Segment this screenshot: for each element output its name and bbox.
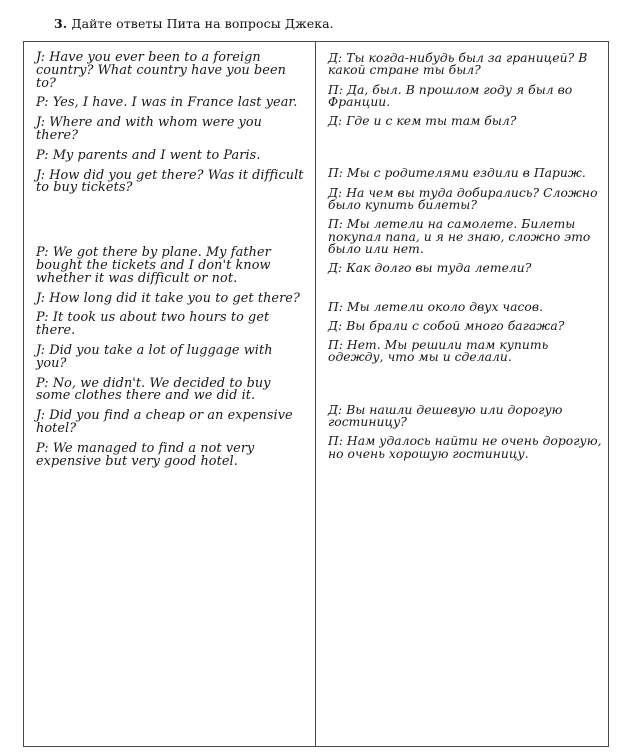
dialog-line: J: Where and with whom were you there? bbox=[36, 115, 267, 143]
dialog-line: Д: Вы брали с собой много багажа? bbox=[328, 318, 565, 333]
dialog-line: P: My parents and I went to Paris. bbox=[36, 147, 261, 163]
dialog-line: П: Мы летели около двух часов. bbox=[328, 299, 544, 314]
dialog-line: J: Did you take a lot of luggage with you? bbox=[36, 342, 277, 371]
dialog-line: Д: На чем вы туда добирались? Сложно было купить билеты? bbox=[328, 185, 602, 213]
dialog-line: P: It took us about two hours to get there. bbox=[36, 310, 274, 339]
dialog-line: P: Yes, I have. I was in France last year. bbox=[36, 95, 298, 111]
dialog-line: Д: Ты когда-нибудь был за границей? В какой стране ты был? bbox=[328, 51, 592, 78]
dialog-line: Д: Как долго вы туда летели? bbox=[328, 261, 532, 276]
dialog-line: Д: Где и с кем ты там был? bbox=[328, 114, 517, 129]
dialog-column-russian bbox=[316, 42, 608, 746]
dialog-line: P: We got there by plane. My father bought the tickets and I don't know whether it was difficult or not. bbox=[36, 245, 275, 286]
dialog-line: П: Мы с родителями ездили в Париж. bbox=[328, 166, 586, 181]
dialog-line: J: How long did it take you to get there? bbox=[36, 290, 300, 306]
dialog-line: J: How did you get there? Was it difficult to buy tickets? bbox=[36, 167, 308, 196]
task-number: 3. bbox=[54, 16, 68, 31]
task-heading bbox=[54, 16, 616, 31]
dialog-column-english bbox=[24, 42, 316, 746]
dialog-line: P: No, we didn't. We decided to buy some clothes there and we did it. bbox=[36, 375, 275, 404]
dialog-line: J: Have you ever been to a foreign country? What country have you been to? bbox=[36, 50, 291, 91]
dialog-line: П: Да, был. В прошлом году я был во Франции. bbox=[328, 82, 577, 109]
dialog-line: Д: Вы нашли дешевую или дорогую гостиницу? bbox=[328, 402, 567, 430]
dialog-line: П: Мы летели на самолете. Билеты покупал папа, и я не знаю, сложно это было или нет. bbox=[328, 217, 595, 256]
dialog-line: P: We managed to find a not very expensive but very good hotel. bbox=[36, 440, 259, 469]
dialog-line: J: Did you find a cheap or an expensive hotel? bbox=[36, 408, 297, 436]
dialog-line: П: Нет. Мы решили там купить одежду, что мы и сделали. bbox=[328, 338, 553, 365]
dialog-line: П: Нам удалось найти не очень дорогую, но очень хорошую гостиницу. bbox=[328, 434, 606, 461]
dialog-table bbox=[23, 41, 609, 747]
task-instruction: Дайте ответы Пита на вопросы Джека. bbox=[71, 16, 334, 31]
